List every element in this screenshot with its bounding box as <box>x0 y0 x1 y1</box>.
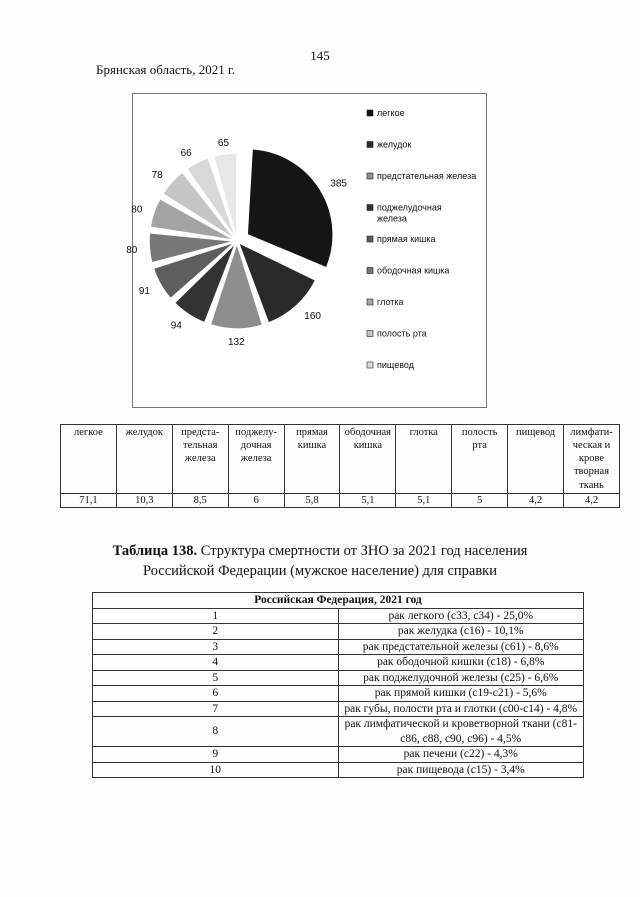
rank-table-row <box>93 747 584 763</box>
legend-swatch <box>367 173 373 179</box>
rank-table <box>92 592 584 778</box>
legend-swatch <box>367 362 373 368</box>
legend-swatch <box>367 299 373 305</box>
data-table-header-cell: глотка <box>396 425 452 494</box>
data-table-value-cell: 71,1 <box>61 493 117 507</box>
legend-swatch <box>367 110 373 116</box>
rank-table-row <box>93 717 584 747</box>
rank-text: рак губы, полости рта и глотки (с00-с14) - 4,8% <box>338 701 584 717</box>
rank-number: 5 <box>93 670 339 686</box>
rank-text: рак желудка (с16) - 10,1% <box>338 624 584 640</box>
data-table-value-cell: 5,1 <box>340 493 396 507</box>
rank-table-header: Российская Федерация, 2021 год <box>93 593 584 609</box>
data-table-header-cell: легкое <box>61 425 117 494</box>
legend-entry: полость рта <box>377 328 427 339</box>
rank-text: рак печени (с22) - 4,3% <box>338 747 584 763</box>
legend-entry: легкое <box>377 108 405 118</box>
rank-table-row <box>93 701 584 717</box>
data-table-values-row <box>61 493 620 507</box>
rank-text: рак пищевода (с15) - 3,4% <box>338 762 584 778</box>
pie-slice-label: 80 <box>131 204 143 216</box>
pie-slice-label: 80 <box>126 244 138 256</box>
data-table-header-cell: прямая кишка <box>284 425 340 494</box>
rank-table-row <box>93 624 584 640</box>
rank-text: рак легкого (с33, с34) - 25,0% <box>338 608 584 624</box>
legend-entry: ободочная кишка <box>377 265 450 276</box>
pie-chart <box>126 93 487 408</box>
data-table-header-cell: пищевод <box>508 425 564 494</box>
data-table-header-cell: поджелу-дочная железа <box>228 425 284 494</box>
data-table-value-cell: 6 <box>228 493 284 507</box>
rank-number: 9 <box>93 747 339 763</box>
rank-number: 4 <box>93 655 339 671</box>
pie-slice <box>247 149 333 268</box>
pie-slice-label: 385 <box>330 178 347 190</box>
rank-number: 3 <box>93 639 339 655</box>
data-table-header-row <box>61 425 620 494</box>
pie-slice-label: 94 <box>170 320 182 332</box>
table-title <box>0 542 640 581</box>
rank-text: рак прямой кишки (с19-с21) - 5,6% <box>338 686 584 702</box>
rank-text: рак лимфатической и кроветворной ткани (с81-с86, с88, с90, с96) - 4,5% <box>338 717 584 747</box>
legend-entry: предстательная железа <box>377 171 477 181</box>
rank-number: 10 <box>93 762 339 778</box>
data-table-header-cell: полость рта <box>452 425 508 494</box>
rank-text: рак ободочной кишки (с18) - 6,8% <box>338 655 584 671</box>
pie-slice-label: 66 <box>180 147 192 159</box>
data-table-value-cell: 4,2 <box>564 493 620 507</box>
table-title-number: Таблица 138. <box>112 543 198 559</box>
pie-slice-label: 132 <box>227 336 245 348</box>
rank-table-row <box>93 686 584 702</box>
data-table-header-cell: ободочная кишка <box>340 425 396 494</box>
legend-entry: желудок <box>377 139 412 150</box>
rank-number: 8 <box>93 717 339 747</box>
legend-swatch <box>367 142 373 148</box>
pie-chart-svg <box>126 94 486 407</box>
legend-entry: пищевод <box>377 360 414 370</box>
table-title-line2: Российской Федерации (мужское население) для справки <box>142 562 497 579</box>
data-table-value-cell: 4,2 <box>508 493 564 507</box>
data-table-value-cell: 8,5 <box>172 493 228 507</box>
pie-slice-label: 91 <box>138 286 150 298</box>
rank-number: 7 <box>93 701 339 717</box>
rank-table-row <box>93 655 584 671</box>
table-title-line1: Структура смертности от ЗНО за 2021 год населения <box>197 543 528 559</box>
legend-entry: поджелудочная железа <box>377 202 445 224</box>
data-table-value-cell: 5 <box>452 493 508 507</box>
data-table-value-cell: 5,8 <box>284 493 340 507</box>
page-number: 145 <box>310 48 330 63</box>
legend-swatch <box>367 268 373 274</box>
pie-slice-label: 160 <box>304 310 321 322</box>
rank-table-row <box>93 670 584 686</box>
rank-number: 1 <box>93 608 339 624</box>
rank-text: рак поджелудочной железы (с25) - 6,6% <box>338 670 584 686</box>
pie-slice-label: 78 <box>151 170 163 182</box>
structure-data-table <box>60 424 620 508</box>
pie-slice-label: 65 <box>217 137 230 149</box>
rank-table-header-row <box>93 593 584 609</box>
data-table-value-cell: 5,1 <box>396 493 452 507</box>
rank-text: рак предстательной железы (с61) - 8,6% <box>338 639 584 655</box>
rank-table-row <box>93 639 584 655</box>
legend-swatch <box>367 331 373 337</box>
region-caption: Брянская область, 2021 г. <box>96 62 236 77</box>
data-table-header-cell: предста-тельная железа <box>172 425 228 494</box>
data-table-header-cell: лимфати-ческая и крове творная ткань <box>564 425 620 494</box>
data-table-value-cell: 10,3 <box>116 493 172 507</box>
rank-number: 6 <box>93 686 339 702</box>
legend-entry: прямая кишка <box>377 234 436 244</box>
legend-swatch <box>367 236 373 242</box>
rank-number: 2 <box>93 624 339 640</box>
legend-swatch <box>367 205 373 211</box>
legend-entry: глотка <box>377 297 404 307</box>
data-table-header-cell: желудок <box>116 425 172 494</box>
rank-table-row <box>93 762 584 778</box>
rank-table-row <box>93 608 584 624</box>
